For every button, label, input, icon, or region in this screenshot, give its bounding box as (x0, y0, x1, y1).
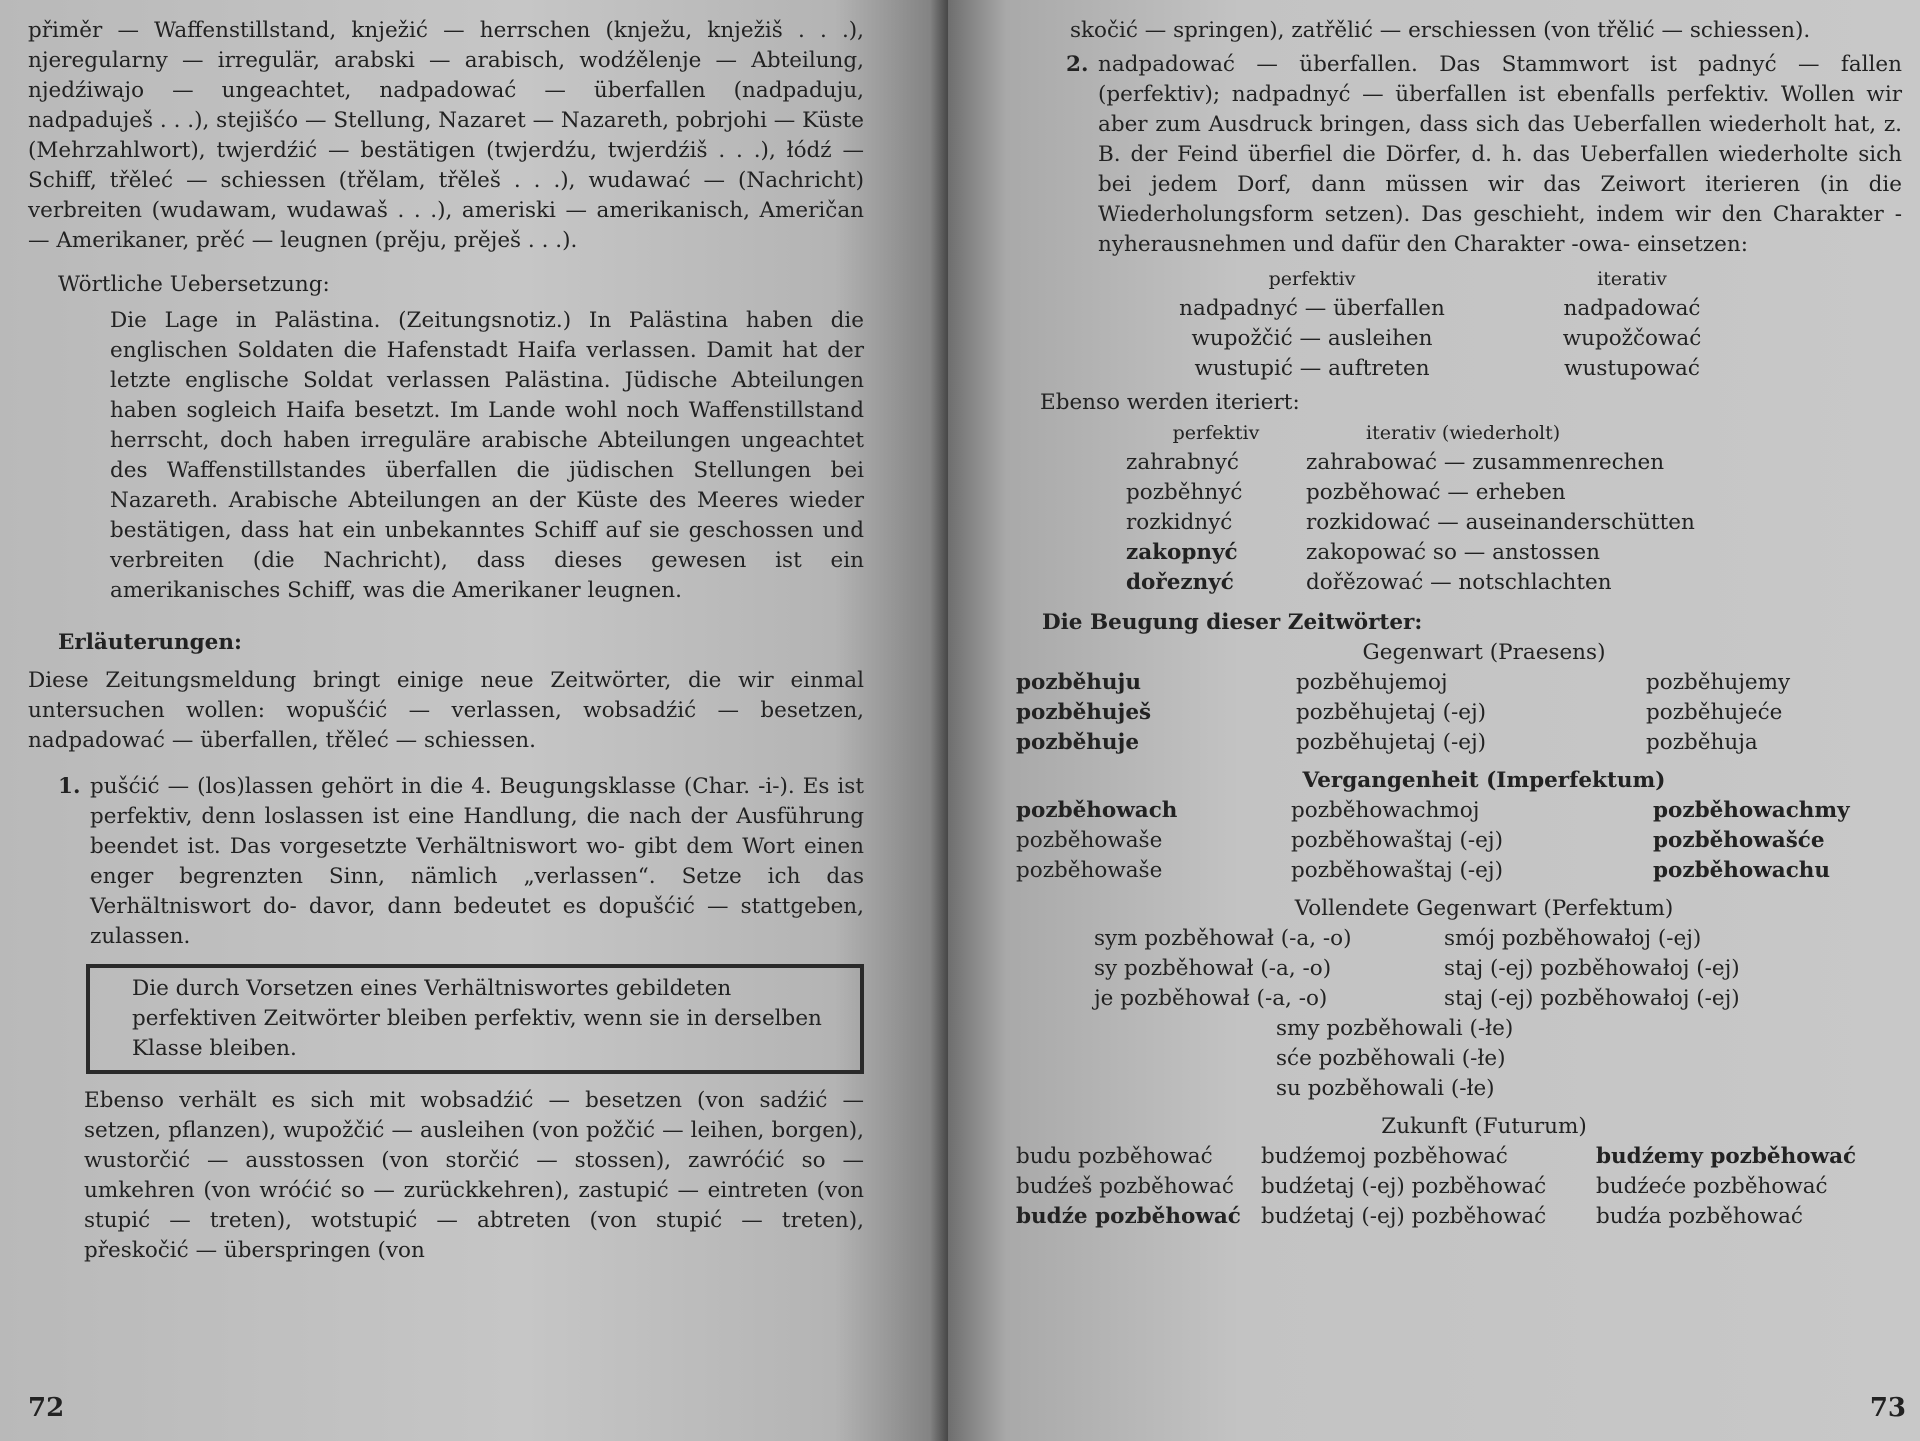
explanation-item-2 (1066, 50, 1902, 260)
column-header-iterativ: iterativ (1597, 268, 1667, 290)
rule-box: Die durch Vorsetzen eines Verhältniswortes gebildeten perfektiven Zeitwörter bleiben perfektiv, wenn sie in derselben Klasse bleiben. (86, 964, 864, 1074)
perfect-heading: Vollendete Gegenwart (Perfektum) (1294, 896, 1674, 921)
right-page (948, 0, 1920, 1441)
column-header-iterativ: iterativ (wiederholt) (1366, 422, 1561, 444)
item-text: pušćić — (los)lassen gehört in die 4. Beugungsklasse (Char. -i-). Es ist perfektiv, denn loslassen ist eine Handlung, die nach der Ausführung beendet ist. Das vorgesetzte Verhältniswort wo- gibt dem Wort einen enger begrenzten Sinn, nämlich „verlassen“. Setze ich das Verhältniswort do- davor, dann bedeutet es dopušćić — stattgeben, zulassen. (90, 774, 864, 949)
erlaeuterungen-text: Diese Zeitungsmeldung bringt einige neue Zeitwörter, die wir einmal untersuchen wollen: wopušćić — verlassen, wobsadźić — besetzen, nadpadować — überfallen, třěleć — schiessen. (28, 668, 864, 753)
table-header-row (1126, 418, 1796, 448)
table-cell: pozběhujetaj (-ej) (1296, 700, 1486, 725)
list-item: su pozběhowali (-łe) (1276, 1076, 1495, 1101)
future-conjugation-table (1016, 1142, 1872, 1232)
table-row (1016, 856, 1872, 886)
table-cell: budźetaj (-ej) pozběhować (1261, 1204, 1547, 1229)
table-cell: dořězować — notschlachten (1306, 570, 1612, 595)
table-cell: pozběhowach (1016, 798, 1178, 823)
present-conjugation-table (1016, 668, 1866, 758)
table-cell: pozběhowaštaj (-ej) (1291, 828, 1503, 853)
table-cell: budźeće pozběhować (1596, 1174, 1828, 1199)
table-cell: rozkidować — auseinanderschütten (1306, 510, 1695, 535)
table-cell: pozběhowaštaj (-ej) (1291, 858, 1503, 883)
beugung-heading: Die Beugung dieser Zeitwörter: (1042, 610, 1423, 635)
table-row (1132, 294, 1772, 324)
table-cell: zakopować so — anstossen (1306, 540, 1600, 565)
perfect-conjugation-table (1094, 924, 1740, 1014)
item-number: 2. (1066, 52, 1089, 77)
table-row (1094, 954, 1740, 984)
perfect-plural-block (1066, 1014, 1902, 1104)
table-cell: pozběhuja (1646, 730, 1758, 755)
table-cell: budźeš pozběhować (1016, 1174, 1234, 1199)
page-number-left: 72 (28, 1393, 65, 1423)
table-cell: smój pozběhowałoj (-ej) (1444, 926, 1702, 951)
table-cell: pozběhnyć (1126, 480, 1243, 505)
imperfect-heading: Vergangenheit (Imperfektum) (1302, 768, 1666, 793)
table-cell: pozběhować — erheben (1306, 480, 1566, 505)
table-cell: budźe pozběhować (1016, 1204, 1241, 1229)
column-header-perfektiv: perfektiv (1268, 268, 1356, 290)
table-cell: rozkidnyć (1126, 510, 1233, 535)
table-cell: pozběhowachu (1653, 858, 1831, 883)
page-number-right: 73 (1869, 1393, 1906, 1423)
table-cell: je pozběhował (-a, -o) (1094, 986, 1328, 1011)
table-row (1126, 448, 1796, 478)
table-cell: wupožčić — ausleihen (1191, 326, 1433, 351)
table-cell: pozběhuju (1016, 670, 1141, 695)
table-cell: pozběhujemy (1646, 670, 1791, 695)
table-cell: zakopnyć (1126, 540, 1238, 565)
iterative-table-2 (1126, 418, 1796, 598)
table-cell: nadpadować (1563, 296, 1701, 321)
table-cell: staj (-ej) pozběhowałoj (-ej) (1444, 956, 1740, 981)
explanation-item-1 (28, 772, 864, 952)
table-row (1016, 1172, 1872, 1202)
imperfect-conjugation-table (1016, 796, 1872, 886)
table-cell: pozběhuješ (1016, 700, 1152, 725)
table-row (1094, 984, 1740, 1014)
table-cell: pozběhuje (1016, 730, 1140, 755)
wortliche-heading: Wörtliche Uebersetzung: (58, 272, 330, 297)
item-number: 1. (58, 774, 81, 799)
table-cell: pozběhujemoj (1296, 670, 1448, 695)
table-row (1016, 826, 1872, 856)
table-cell: budźemy pozběhować (1596, 1144, 1857, 1169)
table-row (1016, 1202, 1872, 1232)
list-item: smy pozběhowali (-łe) (1276, 1016, 1514, 1041)
table-row (1126, 478, 1796, 508)
table-cell: dořeznyć (1126, 570, 1234, 595)
table-cell: zahrabnyć (1126, 450, 1239, 475)
table-row (1126, 538, 1796, 568)
table-cell: wupožčować (1562, 326, 1702, 351)
wortliche-translation: Die Lage in Palästina. (Zeitungsnotiz.) In Palästina haben die englischen Soldaten die Hafenstadt Haifa verlassen. Damit hat der letzte englische Soldat verlassen Palästina. Jüdische Abteilungen haben sogleich Haifa besetzt. Im Lande wohl noch Waffenstillstand herrscht, doch haben irreguläre arabische Abteilungen ungeachtet des Waffenstillstandes überfallen die jüdischen Stellungen bei Nazareth. Arabische Abteilungen an der Küste des Meeres wieder bestätigen, dass hat ein unbekanntes Schiff auf sie geschossen und verbreiten (die Nachricht), dass dieses gewesen ist ein amerikanisches Schiff, was die Amerikaner leugnen. (110, 308, 864, 603)
iterative-table-1 (1132, 264, 1772, 384)
table-cell: sy pozběhował (-a, -o) (1094, 956, 1332, 981)
vocabulary-paragraph: přiměr — Waffenstillstand, knježić — herrschen (knježu, knježiš . . .), njeregularny — irregulär, arabski — arabisch, wodźělenje — Abteilung, njedźiwajo — ungeachtet, nadpadować — überfallen (nadpaduju, nadpaduješ . . .), stejišćo — Stellung, Nazaret — Nazareth, pobrjohi — Küste (Mehrzahlwort), twjerdźić — bestätigen (twjerdźu, twjerdźiš . . .), łódź — Schiff, třěleć — schiessen (třělam, třěleš . . .), wudawać — (Nachricht) verbreiten (wudawam, wudawaš . . .), ameriski — amerikanisch, Američan — Amerikaner, prěć — leugnen (prěju, prěješ . . .). (28, 18, 864, 253)
table-row (1132, 324, 1772, 354)
table-cell: wustupować (1564, 356, 1700, 381)
table-cell: budźa pozběhować (1596, 1204, 1803, 1229)
table-cell: staj (-ej) pozběhowałoj (-ej) (1444, 986, 1740, 1011)
table-cell: pozběhujetaj (-ej) (1296, 730, 1486, 755)
table-cell: budźemoj pozběhować (1261, 1144, 1508, 1169)
table-cell: pozběhowachmy (1653, 798, 1850, 823)
table-cell: budźetaj (-ej) pozběhować (1261, 1174, 1547, 1199)
table-row (1132, 354, 1772, 384)
present-heading: Gegenwart (Praesens) (1362, 640, 1606, 665)
list-item: sće pozběhowali (-łe) (1276, 1046, 1506, 1071)
table-row (1126, 508, 1796, 538)
table-row (1016, 1142, 1872, 1172)
table-cell: pozběhowachmoj (1291, 798, 1480, 823)
table-row (1016, 728, 1866, 758)
table-header-row (1132, 264, 1772, 294)
left-page (0, 0, 948, 1441)
erlaeuterungen-heading: Erläuterungen: (58, 630, 242, 655)
table-row (1094, 924, 1740, 954)
column-header-perfektiv: perfektiv (1172, 422, 1260, 444)
table-cell: pozběhowaše (1016, 858, 1163, 883)
table-row (1126, 568, 1796, 598)
item-text: nadpadować — überfallen. Das Stammwort ist padnyć — fallen (perfektiv); nadpadnyć — überfallen ist ebenfalls perfektiv. Wollen wir aber zum Ausdruck bringen, dass sich das Ueberfallen wiederholt hat, z. B. der Feind überfiel die Dörfer, d. h. das Ueberfallen wiederholte sich bei jedem Dorf, dann müssen wir das Zeiwort iterieren (in die Wiederholungsform setzen). Das geschieht, indem wir den Charakter -nyherausnehmen und dafür den Charakter -owa- einsetzen: (1098, 52, 1902, 257)
table-cell: pozběhowašće (1653, 828, 1825, 853)
table-cell: wustupić — auftreten (1194, 356, 1430, 381)
future-heading: Zukunft (Futurum) (1381, 1114, 1587, 1139)
table-cell: sym pozběhował (-a, -o) (1094, 926, 1352, 951)
table-cell: budu pozběhować (1016, 1144, 1213, 1169)
bottom-paragraph: Ebenso verhält es sich mit wobsadźić — besetzen (von sadźić — setzen, pflanzen), wupožčić — ausleihen (von požčić — leihen, borgen), wustorčić — ausstossen (von storčić — stossen), zawróćić so — umkehren (von wróćić so — zurückkehren), zastupić — eintreten (von stupić — treten), wotstupić — abtreten (von stupić — treten), přeskočić — überspringen (von (84, 1088, 864, 1263)
table-row (1016, 698, 1866, 728)
table-cell: nadpadnyć — überfallen (1179, 296, 1445, 321)
table-cell: zahrabować — zusammenrechen (1306, 450, 1665, 475)
table-cell: pozběhowaše (1016, 828, 1163, 853)
continued-text: skočić — springen), zatřělić — erschiessen (von třělić — schiessen). (1070, 18, 1811, 43)
table-row (1016, 796, 1872, 826)
ebenso-heading: Ebenso werden iteriert: (1040, 390, 1300, 415)
table-row (1016, 668, 1866, 698)
table-cell: pozběhujeće (1646, 700, 1783, 725)
